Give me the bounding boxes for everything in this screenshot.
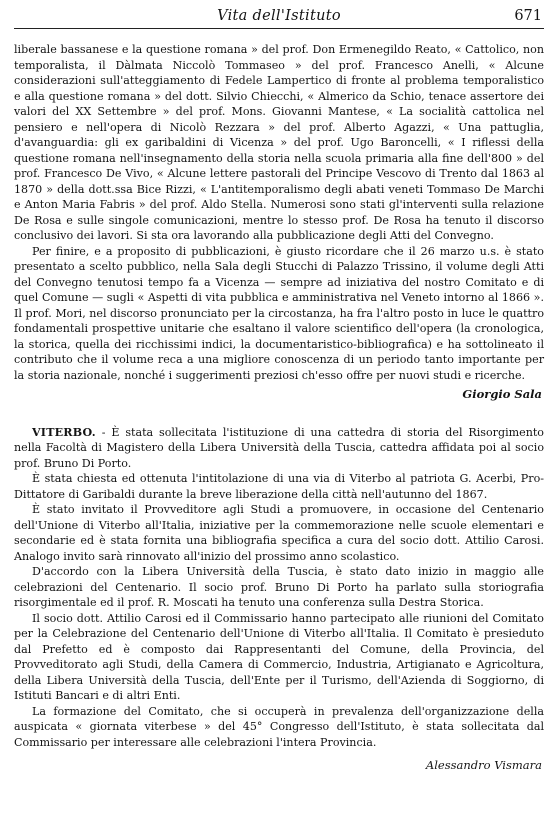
signature-giorgio-sala: Giorgio Sala <box>462 387 542 401</box>
article-body <box>14 42 544 774</box>
paragraph-viterbo-chair-text: - È stata sollecitata l'istituzione di una cattedra di storia del Risorgimento nella Facoltà di Magistero della Libera Università della Tuscia, cattedra affidata poi al socio prof. Bruno Di Porto. <box>14 425 544 470</box>
paragraph-viterbo-celebrations: D'accordo con la Libera Università della Tuscia, è stato dato inizio in maggio alle celebrazioni del Centenario. Il socio prof. Bruno Di Porto ha parlato sulla storiografia risorgimentale ed il prof. R. Moscati ha tenuto una conferenza sulla Destra Storica. <box>14 565 544 609</box>
paragraph-viterbo-street: È stata chiesta ed ottenuta l'intitolazione di una via di Viterbo al patriota G. Acerbi, Pro-Dittatore di Garibaldi durante la breve liberazione della città nell'autunno del 1867. <box>14 472 544 501</box>
page-number: 671 <box>514 8 542 24</box>
section-spacer <box>14 403 544 425</box>
paragraph-vicenza-publications: Per finire, e a proposito di pubblicazioni, è giusto ricordare che il 26 marzo u.s. è stato presentato a scelto pubblico, nella Sala degli Stucchi di Palazzo Trissino, il volume degli Atti del Convegno tenutosi tempo fa a Vicenza — sempre ad iniziativa del nostro Comitato e di quel Comune — sugli « Aspetti di vita pubblica e amministrativa nel Veneto intorno al 1866 ». Il prof. Mori, nel discorso pronunciato per la circostanza, ha fra l'altro posto in luce le quattro fondamentali prospettive unitarie che esaltano il valore scientifico dell'opera (la cronologica, la storica, quella dei ricchissimi indici, la documentaristico-bibliografica) e ha sottolineato il contributo che il volume reca a una migliore conoscenza di un periodo tanto importante per la storia nazionale, nonché i suggerimenti preziosi ch'esso offre per nuovi studi e ricerche. <box>14 244 544 382</box>
paragraph-viterbo-formation: La formazione del Comitato, che si occuperà in prevalenza dell'organizzazione della auspicata « giornata viterbese » del 45° Congresso dell'Istituto, è stata sollecitata dal Commissario per interessare alle celebrazioni l'intera Provincia. <box>14 704 544 749</box>
paragraph-vicenza-communications: liberale bassanese e la questione romana » del prof. Don Ermenegildo Reato, « Cattolico, non temporalista, il Dàlmata Niccolò Tommaseo » del prof. Francesco Anelli, « Alcune considerazioni sull'atteggiamento di Fedele Lampertico di fronte al problema temporalistico e alla questione romana » del dott. Silvio Chiecchi, « Almerico da Schio, tenace assertore dei valori del XX Settembre » del prof. Mons. Giovanni Mantese, « La socialità cattolica nel pensiero e nell'opera di Nicolò Rezzara » del prof. Alberto Agazzi, « Una pattuglia, d'avanguardia: gli ex garibaldini di Vicenza » del prof. Ugo Baroncelli, « I riflessi della questione romana nell'insegnamento della storia nella scuola primaria alla fine dell'800 » del prof. Francesco De Vivo, « Alcune lettere pastorali del Principe Vescovo di Trento dal 1863 al 1870 » della dott.ssa Bice Rizzi, « L'antitemporalismo degli abati veneti Tommaso De Marchi e Anton Maria Fabris » del prof. Aldo Stella. Numerosi sono stati gl'interventi sulla relazione De Rosa e sulle singole comunicazioni, mentre lo stesso prof. De Rosa ha tenuto il discorso conclusivo dei lavori. Si sta ora lavorando alla pubblicazione degli Atti del Convegno. <box>14 43 544 242</box>
running-title: Vita dell'Istituto <box>217 8 341 24</box>
paragraph-viterbo-chair <box>14 425 544 472</box>
signature-alessandro-vismara: Alessandro Vismara <box>425 758 542 772</box>
section-heading-viterbo: VITERBO. <box>32 425 96 439</box>
paragraph-viterbo-schools: È stato invitato il Provveditore agli Studi a promuovere, in occasione del Centenario dell'Unione di Viterbo all'Italia, iniziative per la commemorazione nelle scuole elementari e secondarie ed è stata fornita una bibliografia specifica a cura del socio dott. Attilio Carosi. Analogo invito sarà rinnovato all'inizio del prossimo anno scolastico. <box>14 503 544 563</box>
paragraph-viterbo-committee: Il socio dott. Attilio Carosi ed il Commissario hanno partecipato alle riunioni del Comitato per la Celebrazione del Centenario dell'Unione di Viterbo all'Italia. Il Comitato è presieduto dal Prefetto ed è composto dai Rappresentanti del Comune, della Provincia, del Provveditorato agli Studi, della Camera di Commercio, Industria, Artigianato e Agricoltura, della Libera Università della Tuscia, dell'Ente per il Turismo, dell'Azienda di Soggiorno, di Istituti Bancari e di altri Enti. <box>14 611 544 702</box>
page-header <box>14 6 544 29</box>
